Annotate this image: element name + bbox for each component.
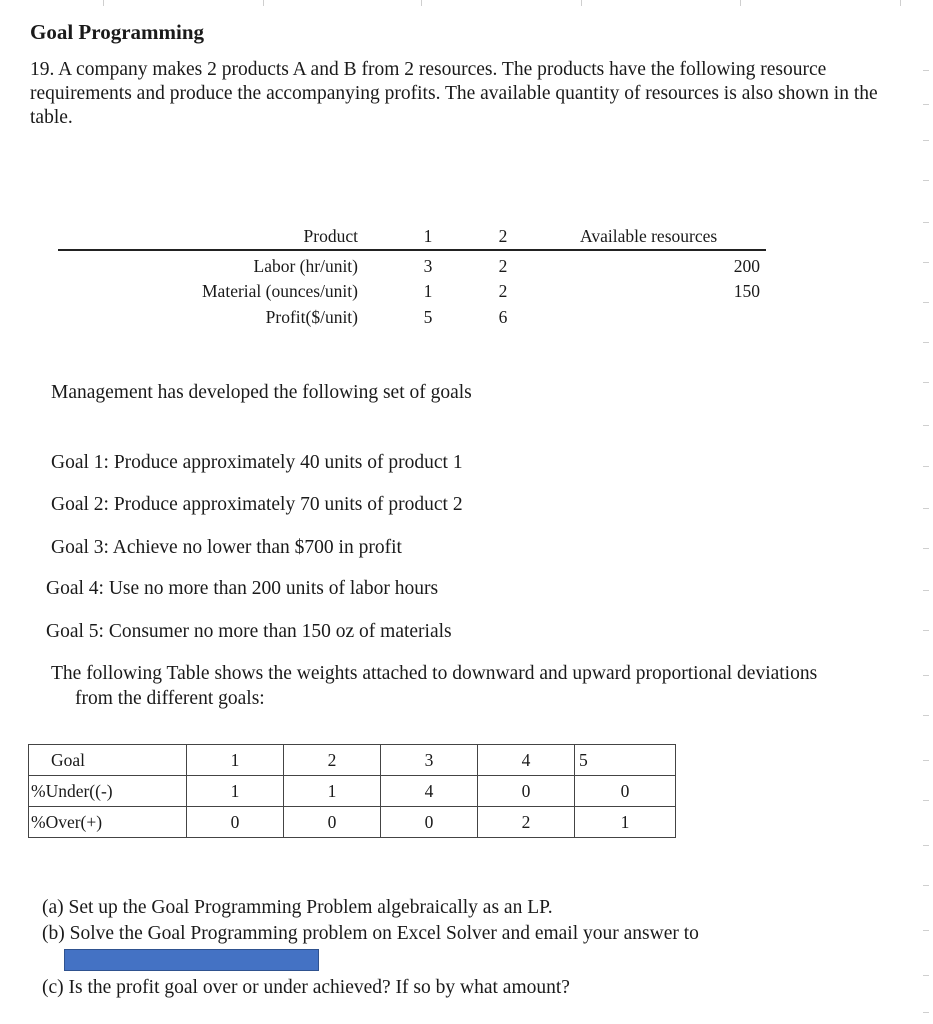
weights-header-goal: Goal bbox=[29, 745, 187, 776]
header-product-2: 2 bbox=[498, 226, 508, 246]
weights-header-cell: 3 bbox=[381, 745, 478, 776]
management-text: Management has developed the following set of goals bbox=[51, 382, 472, 403]
material-p2: 2 bbox=[498, 281, 508, 301]
weights-intro-line2: from the different goals: bbox=[75, 688, 265, 709]
labor-p2: 2 bbox=[498, 256, 508, 276]
header-product-1: 1 bbox=[423, 226, 433, 246]
goal-4: Goal 4: Use no more than 200 units of labor hours bbox=[46, 578, 439, 599]
weights-over-label: %Over(+) bbox=[29, 807, 187, 838]
row-label-labor: Labor (hr/unit) bbox=[253, 256, 358, 276]
material-p1: 1 bbox=[423, 281, 433, 301]
weights-header-cell: 2 bbox=[284, 745, 381, 776]
profit-p2: 6 bbox=[498, 307, 508, 327]
weights-header-cell: 4 bbox=[478, 745, 575, 776]
weights-over-cell: 0 bbox=[187, 807, 284, 838]
weights-under-cell: 4 bbox=[381, 776, 478, 807]
goal-3: Goal 3: Achieve no lower than $700 in profit bbox=[51, 537, 402, 558]
weights-over-cell: 1 bbox=[575, 807, 676, 838]
redacted-email-box bbox=[64, 949, 319, 971]
weights-header-cell: 1 bbox=[187, 745, 284, 776]
profit-p1: 5 bbox=[423, 307, 433, 327]
goal-1: Goal 1: Produce approximately 40 units of product 1 bbox=[51, 452, 463, 473]
table-rule bbox=[58, 249, 766, 251]
weights-intro-line1: The following Table shows the weights attached to downward and upward proportional deviations bbox=[51, 663, 818, 684]
weights-under-cell: 1 bbox=[284, 776, 381, 807]
question-a: (a) Set up the Goal Programming Problem algebraically as an LP. bbox=[42, 897, 553, 918]
weights-under-cell: 1 bbox=[187, 776, 284, 807]
row-label-material: Material (ounces/unit) bbox=[202, 281, 358, 301]
weights-under-row bbox=[29, 776, 676, 807]
weights-over-cell: 2 bbox=[478, 807, 575, 838]
weights-over-cell: 0 bbox=[381, 807, 478, 838]
weights-header-cell: 5 bbox=[575, 745, 676, 776]
material-available: 150 bbox=[733, 281, 760, 301]
question-c: (c) Is the profit goal over or under achieved? If so by what amount? bbox=[42, 977, 570, 998]
page-title: Goal Programming bbox=[30, 20, 205, 44]
header-product: Product bbox=[303, 226, 358, 246]
weights-table bbox=[28, 744, 676, 838]
problem-intro: 19. A company makes 2 products A and B from 2 resources. The products have the following resource requirements and produce the accompanying profits. The available quantity of resources is also shown in the table. bbox=[30, 59, 878, 128]
weights-over-cell: 0 bbox=[284, 807, 381, 838]
labor-p1: 3 bbox=[423, 256, 433, 276]
goal-5: Goal 5: Consumer no more than 150 oz of materials bbox=[46, 621, 452, 642]
weights-under-cell: 0 bbox=[575, 776, 676, 807]
labor-available: 200 bbox=[733, 256, 760, 276]
weights-under-label: %Under((-) bbox=[29, 776, 187, 807]
header-available: Available resources bbox=[580, 226, 718, 246]
row-label-profit: Profit($/unit) bbox=[265, 307, 358, 327]
weights-under-cell: 0 bbox=[478, 776, 575, 807]
weights-header-row bbox=[29, 745, 676, 776]
weights-over-row bbox=[29, 807, 676, 838]
question-b: (b) Solve the Goal Programming problem on Excel Solver and email your answer to bbox=[42, 923, 699, 944]
goal-2: Goal 2: Produce approximately 70 units of product 2 bbox=[51, 494, 463, 515]
